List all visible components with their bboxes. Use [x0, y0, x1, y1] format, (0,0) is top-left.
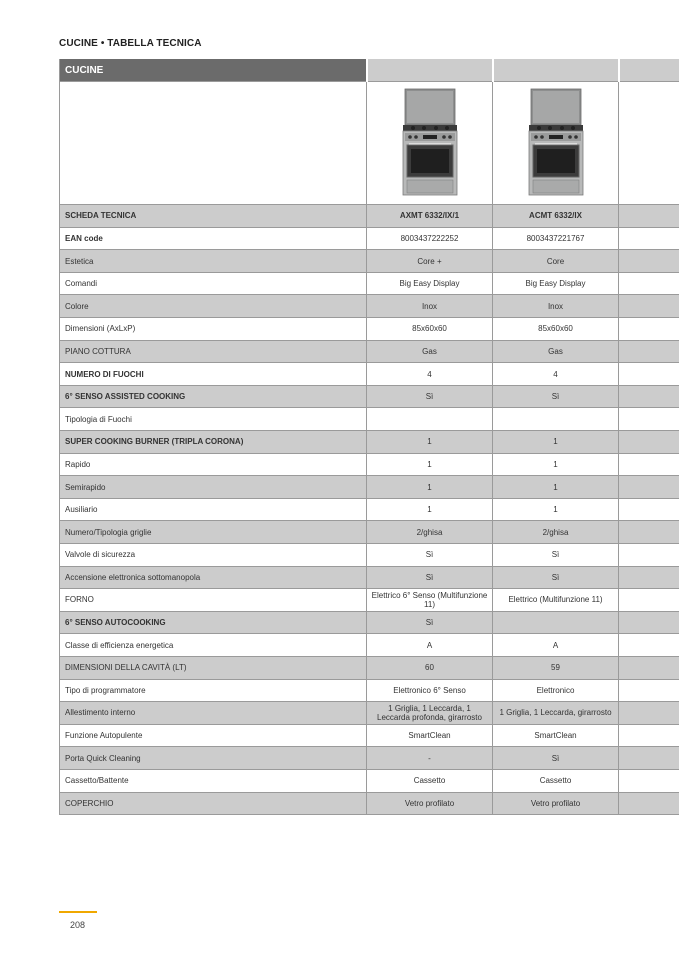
table-cell: [619, 476, 679, 499]
table-row: [60, 589, 679, 612]
spec-value: Sì: [367, 385, 493, 408]
spec-label: Rapido: [60, 453, 367, 476]
table-cell: [619, 453, 679, 476]
product-image-cell: [619, 82, 679, 205]
spec-value: Elettronico 6° Senso: [367, 679, 493, 702]
table-cell: [619, 498, 679, 521]
spec-label: 6° SENSO ASSISTED COOKING: [60, 385, 367, 408]
table-row: [60, 702, 679, 725]
spec-value: 1: [493, 431, 619, 454]
table-cell: [619, 250, 679, 273]
spec-value: Elettronico: [493, 679, 619, 702]
table-row: [60, 385, 679, 408]
spec-value: [493, 611, 619, 634]
spec-value: Core: [493, 250, 619, 273]
table-row: [60, 498, 679, 521]
spec-label: Tipo di programmatore: [60, 679, 367, 702]
spec-label: Tipologia di Fuochi: [60, 408, 367, 431]
table-header-cell: [367, 59, 493, 82]
spec-value: SmartClean: [367, 724, 493, 747]
spec-value: Sì: [367, 611, 493, 634]
spec-label: Classe di efficienza energetica: [60, 634, 367, 657]
table-row: [60, 634, 679, 657]
table-cell: [619, 769, 679, 792]
spec-label: Estetica: [60, 250, 367, 273]
table-cell: [619, 205, 679, 228]
spec-value: Gas: [493, 340, 619, 363]
table-row: [60, 476, 679, 499]
spec-label: 6° SENSO AUTOCOOKING: [60, 611, 367, 634]
table-cell: [619, 724, 679, 747]
spec-value: 2/ghisa: [367, 521, 493, 544]
spec-table: [59, 59, 679, 815]
table-cell: [619, 408, 679, 431]
spec-value: 85x60x60: [367, 318, 493, 341]
spec-value: Big Easy Display: [367, 272, 493, 295]
table-row: [60, 566, 679, 589]
spec-value: Sì: [493, 566, 619, 589]
spec-value: 8003437221767: [493, 227, 619, 250]
table-row: [60, 656, 679, 679]
table-row: [60, 544, 679, 567]
spec-label: Cassetto/Battente: [60, 769, 367, 792]
spec-label: Valvole di sicurezza: [60, 544, 367, 567]
table-cell: [619, 702, 679, 725]
spec-value: Sì: [493, 544, 619, 567]
table-cell: [619, 227, 679, 250]
table-header-row: [60, 59, 679, 82]
model-name: AXMT 6332/IX/1: [367, 205, 493, 228]
spec-value: 59: [493, 656, 619, 679]
spec-value: 1 Griglia, 1 Leccarda, 1 Leccarda profonda, girarrosto: [367, 702, 493, 725]
model-name: ACMT 6332/IX: [493, 205, 619, 228]
spec-value: Sì: [367, 544, 493, 567]
table-cell: [619, 679, 679, 702]
table-cell: [619, 589, 679, 612]
table-header-cell: [619, 59, 679, 82]
spec-label: Dimensioni (AxLxP): [60, 318, 367, 341]
table-row: [60, 679, 679, 702]
page-number: 208: [70, 920, 86, 930]
spec-value: Sì: [367, 566, 493, 589]
spec-value: A: [493, 634, 619, 657]
spec-value: A: [367, 634, 493, 657]
spec-value: 1: [367, 476, 493, 499]
table-row: [60, 453, 679, 476]
spec-value: 1: [493, 453, 619, 476]
spec-value: Big Easy Display: [493, 272, 619, 295]
table-cell: [619, 544, 679, 567]
scheda-row: [60, 205, 679, 228]
table-row: [60, 340, 679, 363]
table-cell: [619, 521, 679, 544]
spec-label: DIMENSIONI DELLA CAVITÀ (LT): [60, 656, 367, 679]
table-row: [60, 611, 679, 634]
spec-value: -: [367, 747, 493, 770]
spec-value: Sì: [493, 385, 619, 408]
spec-value: Inox: [367, 295, 493, 318]
table-row: [60, 227, 679, 250]
table-cell: [619, 295, 679, 318]
table-row: [60, 295, 679, 318]
spec-label: Funzione Autopulente: [60, 724, 367, 747]
spec-value: 1: [367, 498, 493, 521]
spec-value: Cassetto: [367, 769, 493, 792]
table-row: [60, 747, 679, 770]
table-row: [60, 363, 679, 386]
table-cell: [619, 566, 679, 589]
table-row: [60, 318, 679, 341]
table-row: [60, 250, 679, 273]
spec-value: 4: [493, 363, 619, 386]
table-cell: [619, 656, 679, 679]
spec-label: Allestimento interno: [60, 702, 367, 725]
product-image-cell: [367, 82, 493, 205]
table-cell: [619, 431, 679, 454]
spec-value: Sì: [493, 747, 619, 770]
product-image-cell: [493, 82, 619, 205]
spec-value: Gas: [367, 340, 493, 363]
table-row: [60, 272, 679, 295]
scheda-label: SCHEDA TECNICA: [60, 205, 367, 228]
spec-value: [493, 408, 619, 431]
spec-label: Comandi: [60, 272, 367, 295]
table-cell: [619, 363, 679, 386]
image-row-label-cell: [60, 82, 367, 205]
spec-value: 2/ghisa: [493, 521, 619, 544]
spec-value: Elettrico 6° Senso (Multifunzione 11): [367, 589, 493, 612]
table-cell: [619, 747, 679, 770]
spec-value: 4: [367, 363, 493, 386]
spec-value: Elettrico (Multifunzione 11): [493, 589, 619, 612]
spec-label: PIANO COTTURA: [60, 340, 367, 363]
spec-label: Colore: [60, 295, 367, 318]
spec-value: [367, 408, 493, 431]
spec-value: 85x60x60: [493, 318, 619, 341]
spec-value: Cassetto: [493, 769, 619, 792]
table-header-cell: [493, 59, 619, 82]
table-row: [60, 769, 679, 792]
table-row: [60, 724, 679, 747]
table-header-label: CUCINE: [60, 59, 367, 82]
spec-value: 1: [493, 498, 619, 521]
spec-label: Semirapido: [60, 476, 367, 499]
table-cell: [619, 272, 679, 295]
table-row: [60, 521, 679, 544]
spec-label: SUPER COOKING BURNER (TRIPLA CORONA): [60, 431, 367, 454]
table-cell: [619, 318, 679, 341]
table-row: [60, 431, 679, 454]
product-image-row: [60, 82, 679, 205]
spec-label: Accensione elettronica sottomanopola: [60, 566, 367, 589]
spec-value: 1: [367, 431, 493, 454]
table-cell: [619, 385, 679, 408]
spec-label: COPERCHIO: [60, 792, 367, 815]
spec-value: SmartClean: [493, 724, 619, 747]
spec-value: 8003437222252: [367, 227, 493, 250]
spec-value: 1: [493, 476, 619, 499]
spec-value: 1 Griglia, 1 Leccarda, girarrosto: [493, 702, 619, 725]
table-row: [60, 408, 679, 431]
page-title: CUCINE • TABELLA TECNICA: [59, 38, 202, 49]
table-cell: [619, 634, 679, 657]
spec-value: 1: [367, 453, 493, 476]
spec-label: Ausiliario: [60, 498, 367, 521]
spec-value: Vetro profilato: [367, 792, 493, 815]
table-cell: [619, 340, 679, 363]
footer-accent-line: [59, 911, 97, 913]
spec-value: Core +: [367, 250, 493, 273]
spec-label: NUMERO DI FUOCHI: [60, 363, 367, 386]
table-cell: [619, 611, 679, 634]
stove-image: [399, 87, 461, 199]
spec-value: Inox: [493, 295, 619, 318]
spec-value: 60: [367, 656, 493, 679]
spec-label: EAN code: [60, 227, 367, 250]
spec-value: Vetro profilato: [493, 792, 619, 815]
stove-image: [525, 87, 587, 199]
table-row: [60, 792, 679, 815]
spec-label: Porta Quick Cleaning: [60, 747, 367, 770]
spec-label: Numero/Tipologia griglie: [60, 521, 367, 544]
table-cell: [619, 792, 679, 815]
spec-label: FORNO: [60, 589, 367, 612]
